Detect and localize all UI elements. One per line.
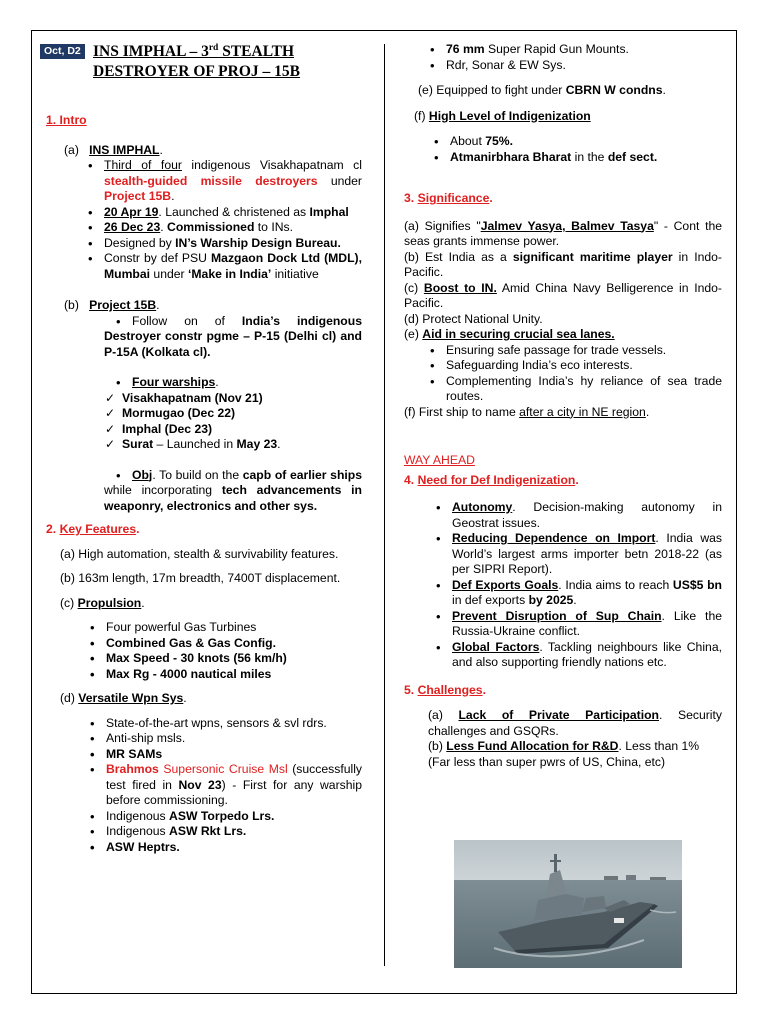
sea-lanes-list xyxy=(404,343,722,405)
section-intro-heading: 1. Intro xyxy=(46,113,87,127)
list-item: • Atmanirbhara Bharat in the def sect. xyxy=(430,150,722,166)
feature-f-heading: (f) High Level of Indigenization xyxy=(414,108,591,123)
significance-b: (b) Est India as a significant maritime player in Indo-Pacific. xyxy=(404,249,722,279)
weapons-list-cont xyxy=(404,42,722,73)
list-item: • Complementing India’s hy reliance of sea trade routes. xyxy=(426,374,722,405)
title-part: STEALTH DESTROYER OF PROJ – 15B xyxy=(93,43,300,80)
list-item: • Max Speed - 30 knots (56 km/h) xyxy=(86,651,362,667)
intro-b-title: Project 15B xyxy=(89,298,157,312)
feature-c-heading: (c) Propulsion. xyxy=(60,595,145,610)
section-need-heading: 4. Need for Def Indigenization. xyxy=(404,472,579,487)
list-item: • ASW Heptrs. xyxy=(86,840,362,856)
significance-a: (a) Signifies "Jalmev Yasya, Balmev Tasya" - Cont the seas grants immense power. xyxy=(404,218,723,248)
indigenization-list xyxy=(404,134,722,165)
list-item: • Ensuring safe passage for trade vessels. xyxy=(426,343,722,359)
section-challenges-heading: 5. Challenges. xyxy=(404,682,486,697)
list-item: • Indigenous ASW Torpedo Lrs. xyxy=(86,809,362,825)
intro-b-list xyxy=(40,314,362,515)
list-item: • Follow on of India’s indigenous Destroyer constr pgme – P-15 (Delhi cl) and P-15A (Kolkata cl). xyxy=(84,314,362,361)
ship-photo xyxy=(454,840,682,968)
feature-d-heading: (d) Versatile Wpn Sys. xyxy=(60,691,187,705)
intro-a-list xyxy=(40,158,362,282)
ship-item: ✓ Surat – Launched in May 23. xyxy=(102,437,362,453)
destroyer-illustration xyxy=(454,840,682,968)
list-item: • Rdr, Sonar & EW Sys. xyxy=(426,58,722,74)
significance-c: (c) Boost to IN. Amid China Navy Belligerence in Indo-Pacific. xyxy=(404,280,722,310)
list-item: • Obj. To build on the capb of earlier ships while incorporating tech advancements in weaponry, electronics and other sys. xyxy=(84,468,362,515)
feature-a: (a) High automation, stealth & survivability features. xyxy=(60,546,339,561)
list-item: • State-of-the-art wpns, sensors & svl rdrs. xyxy=(86,716,362,732)
significance-d: (d) Protect National Unity. xyxy=(404,311,543,326)
ship-item: ✓ Visakhapatnam (Nov 21) xyxy=(102,391,362,407)
label: (a) xyxy=(64,142,79,157)
list-item: • Constr by def PSU Mazgaon Dock Ltd (MDL), Mumbai under ‘Make in India’ initiative xyxy=(84,251,362,282)
feature-e: (e) Equipped to fight under CBRN W condns. xyxy=(418,83,666,97)
date-tag: Oct, D2 xyxy=(40,44,85,59)
list-item: • Def Exports Goals. India aims to reach US$5 bn in def exports by 2025. xyxy=(432,578,722,609)
need-list xyxy=(404,500,722,671)
list-item: • Global Factors. Tackling neighbours like China, and also supporting friendly nations etc. xyxy=(432,640,722,671)
ship-item: ✓ Imphal (Dec 23) xyxy=(102,422,362,438)
list-item: • Indigenous ASW Rkt Lrs. xyxy=(86,824,362,840)
intro-a-heading: (a) INS IMPHAL. xyxy=(64,142,163,157)
list-item: • Four warships. xyxy=(84,375,362,391)
way-ahead-heading: WAY AHEAD xyxy=(404,453,475,467)
challenge-b: (b) Less Fund Allocation for R&D. Less than 1% (Far less than super pwrs of US, China, etc) xyxy=(428,739,700,769)
intro-b-heading: (b) Project 15B. xyxy=(64,298,160,312)
ships-list xyxy=(84,391,362,453)
list-item: • MR SAMs xyxy=(86,747,362,763)
right-column xyxy=(404,42,722,770)
left-column xyxy=(40,42,362,855)
challenge-a: (a) Lack of Private Participation. Security challenges and GSQRs. xyxy=(428,708,722,738)
title-sup: rd xyxy=(208,42,219,53)
list-item: • Safeguarding India’s eco interests. xyxy=(426,358,722,374)
list-item: • Brahmos Supersonic Cruise Msl (successfully test fired in Nov 23) - First for any warship before commissioning. xyxy=(86,762,362,809)
list-item: • About 75%. xyxy=(430,134,722,150)
list-item: • Max Rg - 4000 nautical miles xyxy=(86,667,362,683)
title-part: INS IMPHAL – 3 xyxy=(93,43,209,60)
significance-e: (e) Aid in securing crucial sea lanes. xyxy=(404,327,615,341)
ship-item: ✓ Mormugao (Dec 22) xyxy=(102,406,362,422)
list-item: • Four powerful Gas Turbines xyxy=(86,620,362,636)
list-item: • Prevent Disruption of Sup Chain. Like the Russia-Ukraine conflict. xyxy=(432,609,722,640)
section-significance-heading: 3. Significance. xyxy=(404,191,493,205)
weapons-list xyxy=(40,716,362,856)
intro-a-title: INS IMPHAL xyxy=(89,142,160,157)
column-divider xyxy=(384,44,385,966)
list-item: • 26 Dec 23. Commissioned to INs. xyxy=(84,220,362,236)
significance-f: (f) First ship to name after a city in NE region. xyxy=(404,404,650,419)
label: (b) xyxy=(64,298,79,312)
list-item: • Combined Gas & Gas Config. xyxy=(86,636,362,652)
list-item: • Designed by IN’s Warship Design Bureau. xyxy=(84,236,362,252)
page-title xyxy=(93,42,363,82)
feature-b: (b) 163m length, 17m breadth, 7400T displacement. xyxy=(60,571,341,585)
list-item: • Third of four indigenous Visakhapatnam cl stealth-guided missile destroyers under Project 15B. xyxy=(84,158,362,205)
list-item: • 20 Apr 19. Launched & christened as Imphal xyxy=(84,205,362,221)
propulsion-list xyxy=(40,620,362,682)
challenges-list xyxy=(404,708,722,770)
list-item: • 76 mm Super Rapid Gun Mounts. xyxy=(426,42,722,58)
section-features-heading: 2. Key Features. xyxy=(46,522,140,536)
list-item: • Anti-ship msls. xyxy=(86,731,362,747)
list-item: • Reducing Dependence on Import. India was World’s largest arms importer betn 2018-22 (as per SIPRI Report). xyxy=(432,531,722,578)
list-item: • Autonomy. Decision-making autonomy in Geostrat issues. xyxy=(432,500,722,531)
